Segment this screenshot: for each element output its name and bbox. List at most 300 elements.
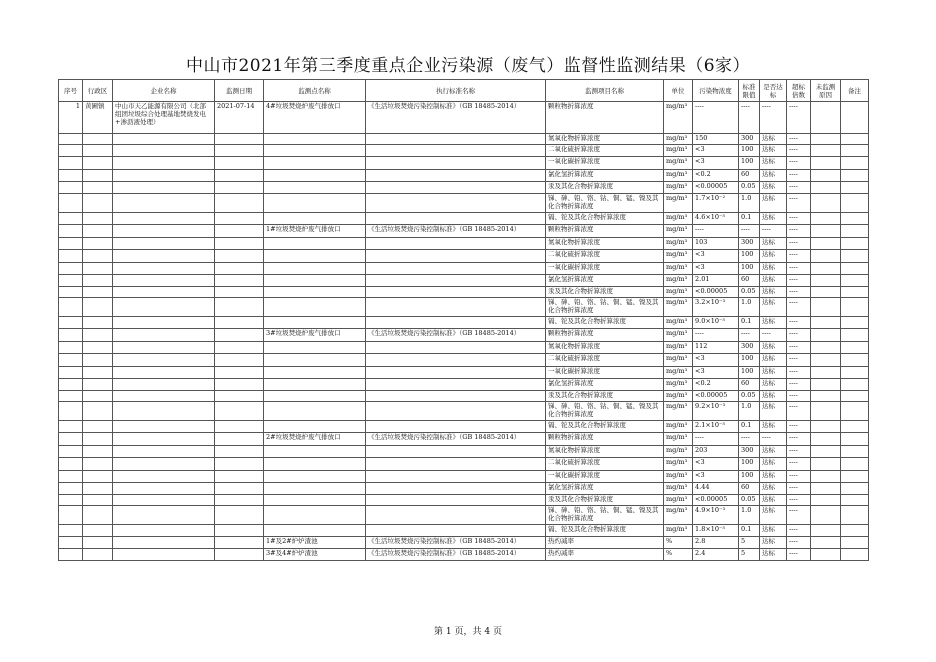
seq-cell: 1 (59, 102, 83, 134)
exceed-multiple-cell: ---- (787, 471, 811, 483)
remark-cell (841, 379, 869, 391)
table-row (59, 379, 869, 391)
remark-cell (841, 549, 869, 561)
exceed-multiple-cell: ---- (787, 182, 811, 194)
seq-cell (59, 379, 83, 391)
not-monitored-reason-cell (811, 298, 841, 317)
remark-cell (841, 157, 869, 170)
not-monitored-reason-cell (811, 287, 841, 298)
concentration-cell: <3 (693, 471, 739, 483)
standard-cell (366, 506, 546, 525)
date-cell (215, 402, 264, 421)
compliance-cell: 达标 (760, 391, 787, 402)
seq-cell (59, 421, 83, 433)
not-monitored-reason-cell (811, 471, 841, 483)
unit-cell: mg/m³ (664, 263, 693, 275)
seq-cell (59, 433, 83, 446)
monitoring-point-cell (264, 495, 366, 506)
exceed-multiple-cell: ---- (787, 379, 811, 391)
unit-cell: mg/m³ (664, 275, 693, 287)
standard-cell (366, 145, 546, 157)
not-monitored-reason-cell (811, 102, 841, 134)
unit-cell: mg/m³ (664, 225, 693, 238)
company-name-cell (113, 525, 215, 537)
monitoring-item-cell: 镉、铊及其化合物折算浓度 (546, 213, 664, 225)
monitoring-point-cell (264, 263, 366, 275)
monitoring-item-cell: 一氧化碳折算浓度 (546, 471, 664, 483)
table-row (59, 495, 869, 506)
standard-cell: 《生活垃圾焚烧污染控制标准》（GB 18485-2014） (366, 102, 546, 134)
monitoring-point-cell: 3#及4#炉炉渣池 (264, 549, 366, 561)
monitoring-item-cell: 锑、砷、铅、铬、钴、铜、锰、镍及其化合物折算浓度 (546, 298, 664, 317)
unit-cell: mg/m³ (664, 446, 693, 458)
monitoring-item-cell: 颗粒物折算浓度 (546, 433, 664, 446)
compliance-cell: 达标 (760, 157, 787, 170)
compliance-cell: 达标 (760, 549, 787, 561)
district-cell (83, 367, 113, 379)
not-monitored-reason-cell (811, 549, 841, 561)
table-row (59, 421, 869, 433)
monitoring-item-cell: 颗粒物折算浓度 (546, 225, 664, 238)
date-cell (215, 317, 264, 329)
table-row (59, 537, 869, 549)
unit-cell: mg/m³ (664, 495, 693, 506)
seq-cell (59, 317, 83, 329)
monitoring-point-cell (264, 298, 366, 317)
exceed-multiple-cell: ---- (787, 391, 811, 402)
district-cell (83, 506, 113, 525)
exceed-multiple-cell: ---- (787, 549, 811, 561)
exceed-multiple-cell: ---- (787, 537, 811, 549)
company-name-cell (113, 483, 215, 495)
remark-cell (841, 495, 869, 506)
standard-cell: 《生活垃圾焚烧污染控制标准》（GB 18485-2014） (366, 537, 546, 549)
monitoring-point-cell (264, 145, 366, 157)
monitoring-point-cell (264, 238, 366, 250)
date-cell (215, 170, 264, 182)
monitoring-item-cell: 热灼减率 (546, 549, 664, 561)
district-cell (83, 471, 113, 483)
limit-cell: 60 (739, 483, 760, 495)
standard-cell (366, 298, 546, 317)
compliance-cell: 达标 (760, 298, 787, 317)
unit-cell: mg/m³ (664, 298, 693, 317)
compliance-cell: 达标 (760, 317, 787, 329)
table-row (59, 213, 869, 225)
concentration-cell: 150 (693, 134, 739, 145)
district-cell: 黄圃镇 (83, 102, 113, 134)
seq-cell (59, 134, 83, 145)
column-header: 未监测原因 (811, 80, 841, 102)
company-name-cell (113, 342, 215, 354)
compliance-cell: ---- (760, 225, 787, 238)
monitoring-item-cell: 镉、铊及其化合物折算浓度 (546, 525, 664, 537)
date-cell (215, 446, 264, 458)
district-cell (83, 287, 113, 298)
district-cell (83, 238, 113, 250)
unit-cell: mg/m³ (664, 145, 693, 157)
monitoring-point-cell (264, 367, 366, 379)
column-header: 单位 (664, 80, 693, 102)
monitoring-point-cell (264, 391, 366, 402)
standard-cell (366, 250, 546, 263)
compliance-cell: 达标 (760, 471, 787, 483)
not-monitored-reason-cell (811, 506, 841, 525)
monitoring-point-cell (264, 354, 366, 367)
monitoring-item-cell: 氯化氢折算浓度 (546, 170, 664, 182)
remark-cell (841, 250, 869, 263)
company-name-cell (113, 317, 215, 329)
not-monitored-reason-cell (811, 194, 841, 213)
district-cell (83, 525, 113, 537)
seq-cell (59, 506, 83, 525)
exceed-multiple-cell: ---- (787, 157, 811, 170)
not-monitored-reason-cell (811, 275, 841, 287)
not-monitored-reason-cell (811, 342, 841, 354)
monitoring-point-cell (264, 458, 366, 471)
table-row (59, 102, 869, 134)
unit-cell: mg/m³ (664, 194, 693, 213)
standard-cell (366, 275, 546, 287)
compliance-cell: 达标 (760, 525, 787, 537)
not-monitored-reason-cell (811, 263, 841, 275)
unit-cell: mg/m³ (664, 317, 693, 329)
remark-cell (841, 446, 869, 458)
company-name-cell (113, 170, 215, 182)
remark-cell (841, 213, 869, 225)
date-cell (215, 238, 264, 250)
district-cell (83, 402, 113, 421)
not-monitored-reason-cell (811, 213, 841, 225)
company-name-cell (113, 287, 215, 298)
seq-cell (59, 263, 83, 275)
concentration-cell: 203 (693, 446, 739, 458)
remark-cell (841, 367, 869, 379)
limit-cell: 60 (739, 170, 760, 182)
unit-cell: mg/m³ (664, 170, 693, 182)
monitoring-item-cell: 热灼减率 (546, 537, 664, 549)
compliance-cell: 达标 (760, 263, 787, 275)
table-row (59, 170, 869, 182)
company-name-cell (113, 145, 215, 157)
date-cell (215, 549, 264, 561)
remark-cell (841, 275, 869, 287)
monitoring-results-table (58, 79, 869, 561)
monitoring-point-cell (264, 317, 366, 329)
not-monitored-reason-cell (811, 379, 841, 391)
limit-cell: ---- (739, 225, 760, 238)
exceed-multiple-cell: ---- (787, 483, 811, 495)
standard-cell (366, 238, 546, 250)
concentration-cell: <3 (693, 263, 739, 275)
standard-cell (366, 495, 546, 506)
district-cell (83, 379, 113, 391)
monitoring-point-cell (264, 275, 366, 287)
column-header: 监测项目名称 (546, 80, 664, 102)
company-name-cell (113, 157, 215, 170)
limit-cell: 300 (739, 446, 760, 458)
remark-cell (841, 102, 869, 134)
compliance-cell: 达标 (760, 213, 787, 225)
seq-cell (59, 225, 83, 238)
limit-cell: 60 (739, 275, 760, 287)
table-row (59, 391, 869, 402)
compliance-cell: ---- (760, 102, 787, 134)
company-name-cell (113, 134, 215, 145)
limit-cell: 0.05 (739, 495, 760, 506)
not-monitored-reason-cell (811, 483, 841, 495)
date-cell (215, 145, 264, 157)
remark-cell (841, 329, 869, 342)
district-cell (83, 342, 113, 354)
standard-cell (366, 471, 546, 483)
company-name-cell (113, 402, 215, 421)
monitoring-point-cell (264, 379, 366, 391)
table-row (59, 446, 869, 458)
monitoring-point-cell (264, 287, 366, 298)
seq-cell (59, 458, 83, 471)
seq-cell (59, 238, 83, 250)
company-name-cell (113, 329, 215, 342)
compliance-cell: ---- (760, 329, 787, 342)
limit-cell: 0.1 (739, 213, 760, 225)
compliance-cell: ---- (760, 433, 787, 446)
district-cell (83, 134, 113, 145)
limit-cell: 5 (739, 537, 760, 549)
unit-cell: mg/m³ (664, 379, 693, 391)
compliance-cell: 达标 (760, 145, 787, 157)
standard-cell (366, 317, 546, 329)
monitoring-item-cell: 一氧化碳折算浓度 (546, 157, 664, 170)
company-name-cell (113, 238, 215, 250)
standard-cell (366, 402, 546, 421)
date-cell (215, 421, 264, 433)
date-cell (215, 157, 264, 170)
seq-cell (59, 170, 83, 182)
district-cell (83, 458, 113, 471)
monitoring-item-cell: 氮氧化物折算浓度 (546, 342, 664, 354)
monitoring-item-cell: 一氧化碳折算浓度 (546, 367, 664, 379)
unit-cell: % (664, 549, 693, 561)
concentration-cell: <3 (693, 145, 739, 157)
concentration-cell: ---- (693, 102, 739, 134)
date-cell (215, 379, 264, 391)
compliance-cell: 达标 (760, 495, 787, 506)
remark-cell (841, 170, 869, 182)
not-monitored-reason-cell (811, 250, 841, 263)
compliance-cell: 达标 (760, 458, 787, 471)
limit-cell: 0.05 (739, 182, 760, 194)
column-header: 监测日期 (215, 80, 264, 102)
remark-cell (841, 537, 869, 549)
monitoring-item-cell: 锑、砷、铅、铬、钴、铜、锰、镍及其化合物折算浓度 (546, 402, 664, 421)
monitoring-point-cell (264, 446, 366, 458)
concentration-cell: <3 (693, 354, 739, 367)
limit-cell: 100 (739, 458, 760, 471)
standard-cell (366, 391, 546, 402)
remark-cell (841, 317, 869, 329)
seq-cell (59, 525, 83, 537)
date-cell (215, 298, 264, 317)
standard-cell (366, 525, 546, 537)
remark-cell (841, 134, 869, 145)
monitoring-item-cell: 氮氧化物折算浓度 (546, 238, 664, 250)
exceed-multiple-cell: ---- (787, 433, 811, 446)
table-row (59, 275, 869, 287)
column-header: 执行标准名称 (366, 80, 546, 102)
remark-cell (841, 525, 869, 537)
not-monitored-reason-cell (811, 238, 841, 250)
seq-cell (59, 495, 83, 506)
exceed-multiple-cell: ---- (787, 225, 811, 238)
district-cell (83, 549, 113, 561)
monitoring-point-cell: 2#垃圾焚烧炉废气排放口 (264, 433, 366, 446)
limit-cell: 1.0 (739, 506, 760, 525)
not-monitored-reason-cell (811, 446, 841, 458)
table-row (59, 525, 869, 537)
monitoring-item-cell: 二氧化硫折算浓度 (546, 458, 664, 471)
district-cell (83, 157, 113, 170)
exceed-multiple-cell: ---- (787, 250, 811, 263)
district-cell (83, 483, 113, 495)
remark-cell (841, 145, 869, 157)
seq-cell (59, 446, 83, 458)
district-cell (83, 275, 113, 287)
standard-cell (366, 157, 546, 170)
district-cell (83, 495, 113, 506)
standard-cell: 《生活垃圾焚烧污染控制标准》（GB 18485-2014） (366, 549, 546, 561)
date-cell (215, 537, 264, 549)
not-monitored-reason-cell (811, 421, 841, 433)
remark-cell (841, 402, 869, 421)
remark-cell (841, 506, 869, 525)
district-cell (83, 537, 113, 549)
limit-cell: ---- (739, 329, 760, 342)
table-row (59, 354, 869, 367)
remark-cell (841, 263, 869, 275)
concentration-cell: 103 (693, 238, 739, 250)
monitoring-item-cell: 锑、砷、铅、铬、钴、铜、锰、镍及其化合物折算浓度 (546, 194, 664, 213)
monitoring-item-cell: 汞及其化合物折算浓度 (546, 391, 664, 402)
unit-cell: mg/m³ (664, 287, 693, 298)
concentration-cell: 4.6×10⁻⁵ (693, 213, 739, 225)
not-monitored-reason-cell (811, 433, 841, 446)
unit-cell: mg/m³ (664, 182, 693, 194)
column-header: 行政区 (83, 80, 113, 102)
compliance-cell: 达标 (760, 354, 787, 367)
seq-cell (59, 250, 83, 263)
concentration-cell: ---- (693, 225, 739, 238)
unit-cell: mg/m³ (664, 354, 693, 367)
date-cell (215, 506, 264, 525)
exceed-multiple-cell: ---- (787, 298, 811, 317)
column-header: 监测点名称 (264, 80, 366, 102)
exceed-multiple-cell: ---- (787, 134, 811, 145)
seq-cell (59, 194, 83, 213)
standard-cell (366, 354, 546, 367)
limit-cell: 0.1 (739, 525, 760, 537)
monitoring-item-cell: 氯化氢折算浓度 (546, 379, 664, 391)
company-name-cell (113, 263, 215, 275)
monitoring-item-cell: 氯化氢折算浓度 (546, 275, 664, 287)
not-monitored-reason-cell (811, 391, 841, 402)
date-cell (215, 495, 264, 506)
date-cell (215, 391, 264, 402)
not-monitored-reason-cell (811, 134, 841, 145)
concentration-cell: <3 (693, 250, 739, 263)
concentration-cell: ---- (693, 433, 739, 446)
unit-cell: mg/m³ (664, 402, 693, 421)
monitoring-item-cell: 一氧化碳折算浓度 (546, 263, 664, 275)
date-cell (215, 182, 264, 194)
concentration-cell: 9.2×10⁻³ (693, 402, 739, 421)
unit-cell: mg/m³ (664, 342, 693, 354)
limit-cell: 100 (739, 367, 760, 379)
limit-cell: 100 (739, 157, 760, 170)
not-monitored-reason-cell (811, 170, 841, 182)
date-cell (215, 471, 264, 483)
concentration-cell: <0.00005 (693, 495, 739, 506)
header-row (59, 80, 869, 102)
remark-cell (841, 298, 869, 317)
remark-cell (841, 354, 869, 367)
not-monitored-reason-cell (811, 354, 841, 367)
compliance-cell: 达标 (760, 446, 787, 458)
monitoring-item-cell: 氮氧化物折算浓度 (546, 446, 664, 458)
limit-cell: 0.05 (739, 287, 760, 298)
compliance-cell: 达标 (760, 134, 787, 145)
date-cell (215, 525, 264, 537)
monitoring-item-cell: 汞及其化合物折算浓度 (546, 182, 664, 194)
date-cell (215, 367, 264, 379)
limit-cell: 300 (739, 238, 760, 250)
unit-cell: mg/m³ (664, 134, 693, 145)
date-cell (215, 433, 264, 446)
monitoring-item-cell: 汞及其化合物折算浓度 (546, 495, 664, 506)
seq-cell (59, 287, 83, 298)
column-header: 是否达标 (760, 80, 787, 102)
concentration-cell: 4.44 (693, 483, 739, 495)
remark-cell (841, 287, 869, 298)
company-name-cell (113, 471, 215, 483)
company-name-cell (113, 250, 215, 263)
standard-cell: 《生活垃圾焚烧污染控制标准》（GB 18485-2014） (366, 225, 546, 238)
exceed-multiple-cell: ---- (787, 495, 811, 506)
compliance-cell: 达标 (760, 483, 787, 495)
unit-cell: mg/m³ (664, 329, 693, 342)
exceed-multiple-cell: ---- (787, 194, 811, 213)
limit-cell: 0.1 (739, 317, 760, 329)
limit-cell: 100 (739, 471, 760, 483)
limit-cell: 0.1 (739, 421, 760, 433)
remark-cell (841, 483, 869, 495)
table-row (59, 483, 869, 495)
standard-cell: 《生活垃圾焚烧污染控制标准》（GB 18485-2014） (366, 433, 546, 446)
monitoring-item-cell: 氮氧化物折算浓度 (546, 134, 664, 145)
seq-cell (59, 471, 83, 483)
not-monitored-reason-cell (811, 317, 841, 329)
seq-cell (59, 298, 83, 317)
concentration-cell: 1.7×10⁻² (693, 194, 739, 213)
compliance-cell: 达标 (760, 287, 787, 298)
limit-cell: 100 (739, 354, 760, 367)
unit-cell: mg/m³ (664, 238, 693, 250)
monitoring-point-cell (264, 421, 366, 433)
date-cell (215, 263, 264, 275)
not-monitored-reason-cell (811, 458, 841, 471)
compliance-cell: 达标 (760, 170, 787, 182)
monitoring-point-cell (264, 506, 366, 525)
